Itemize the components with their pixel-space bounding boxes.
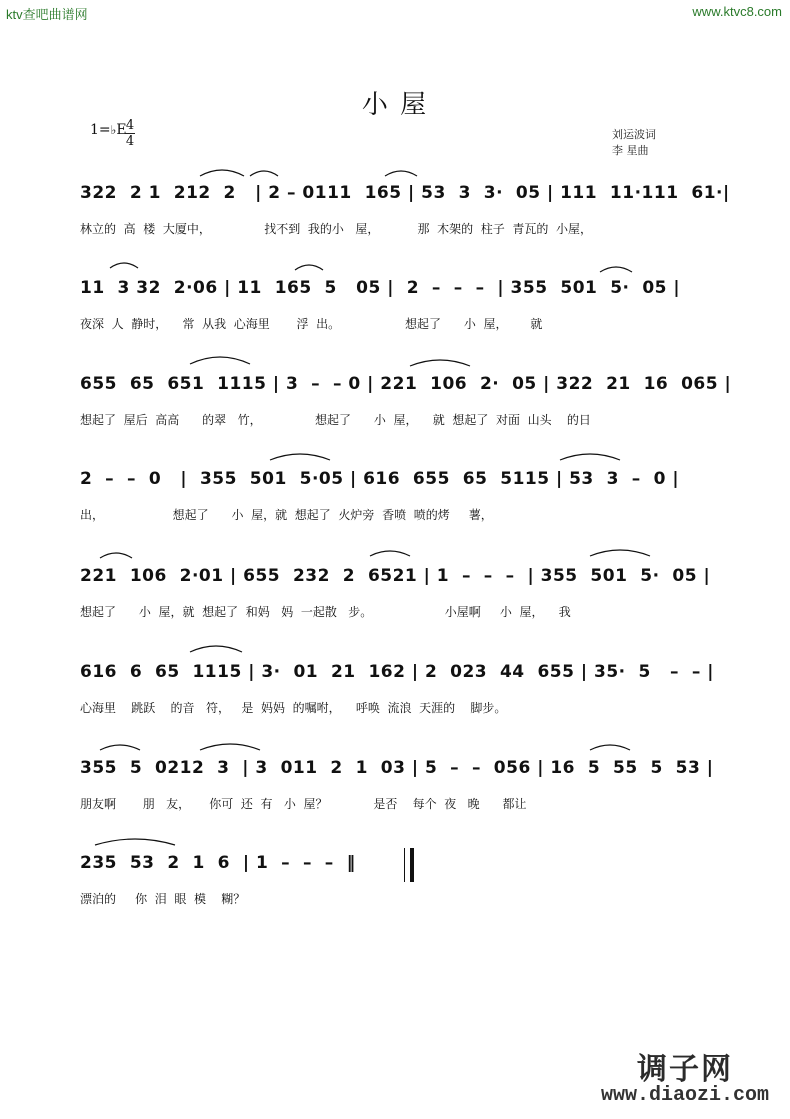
time-top: 4 <box>125 118 135 133</box>
credits <box>612 127 656 159</box>
logo-url: www.diaozi.com <box>600 1084 770 1107</box>
site-logo <box>590 1044 780 1107</box>
lyrics-line: 漂泊的 你 泪 眼 模 糊？ <box>80 892 246 906</box>
notation-line: 322 2 1 212 2 | 2 – 0111 165 | 53 3 3· 05 | 111 11·111 61·| <box>80 183 730 203</box>
key-note: E <box>116 122 127 138</box>
key-signature <box>90 122 127 138</box>
lyrics-line: 出， 想起了 小 屋，就 想起了 火炉旁 香喷 喷的烤 薯， <box>80 508 493 522</box>
site-watermark-left: ktv查吧曲谱网 <box>6 7 88 22</box>
lyrics-line: 心海里 跳跃 的音 符， 是 妈妈 的嘱咐， 呼唤 流浪 天涯的 脚步。 <box>80 701 507 715</box>
lyrics-line: 想起了 小 屋，就 想起了 和妈 妈 一起散 步。 小屋啊 小 屋， 我 <box>80 605 571 619</box>
score-system-5 <box>80 559 740 649</box>
score-system-4 <box>80 462 740 552</box>
score-system-1 <box>80 176 740 266</box>
lyrics-line: 夜深 人 静时， 常 从我 心海里 浮 出。 想起了 小 屋， 就 <box>80 317 543 331</box>
notation-line: 355 5 0212 3 | 3 011 2 1 03 | 5 – – 056 | 16 5 55 5 53 | <box>80 758 714 778</box>
notation-line: 235 53 2 1 6 | 1 – – – ‖ <box>80 853 356 873</box>
lyricist-credit: 刘运波词 <box>612 128 656 141</box>
lyrics-line: 朋友啊 朋 友， 你可 还 有 小 屋？ 是否 每个 夜 晚 都让 <box>80 797 527 811</box>
final-barline-thin <box>404 848 405 882</box>
composer-credit: 李 星曲 <box>612 144 649 157</box>
time-bottom: 4 <box>125 134 135 149</box>
lyrics-line: 想起了 屋后 高高 的翠 竹， 想起了 小 屋， 就 想起了 对面 山头 的日 <box>80 413 591 427</box>
notation-line: 616 6 65 1115 | 3· 01 21 162 | 2 023 44 655 | 35· 5 – – | <box>80 662 715 682</box>
lyrics-line: 林立的 高 楼 大厦中， 找不到 我的小 屋， 那 木架的 柱子 青瓦的 小屋， <box>80 222 593 236</box>
notation-line: 11 3 32 2·06 | 11 165 5 05 | 2 – – – | 355 501 5· 05 | <box>80 278 681 298</box>
song-title: 小 屋 <box>361 90 429 120</box>
notation-line: 655 65 651 1115 | 3 – – 0 | 221 106 2· 05 | 322 21 16 065 | <box>80 374 732 394</box>
logo-text: 调子网 <box>637 1052 733 1087</box>
site-watermark-right: www.ktvc8.com <box>692 4 782 19</box>
score-system-7 <box>80 751 740 841</box>
notation-line: 2 – – 0 | 355 501 5·05 | 616 655 65 5115 | 53 3 – 0 | <box>80 469 680 489</box>
time-signature <box>125 118 135 149</box>
score-system-6 <box>80 655 740 745</box>
score-system-3 <box>80 367 740 457</box>
notation-line: 221 106 2·01 | 655 232 2 6521 | 1 – – – | 355 501 5· 05 | <box>80 566 711 586</box>
score-system-2 <box>80 271 740 361</box>
final-barline-thick <box>410 848 414 882</box>
key-prefix: 1= <box>90 122 111 138</box>
flat-sign: ♭ <box>110 123 117 137</box>
